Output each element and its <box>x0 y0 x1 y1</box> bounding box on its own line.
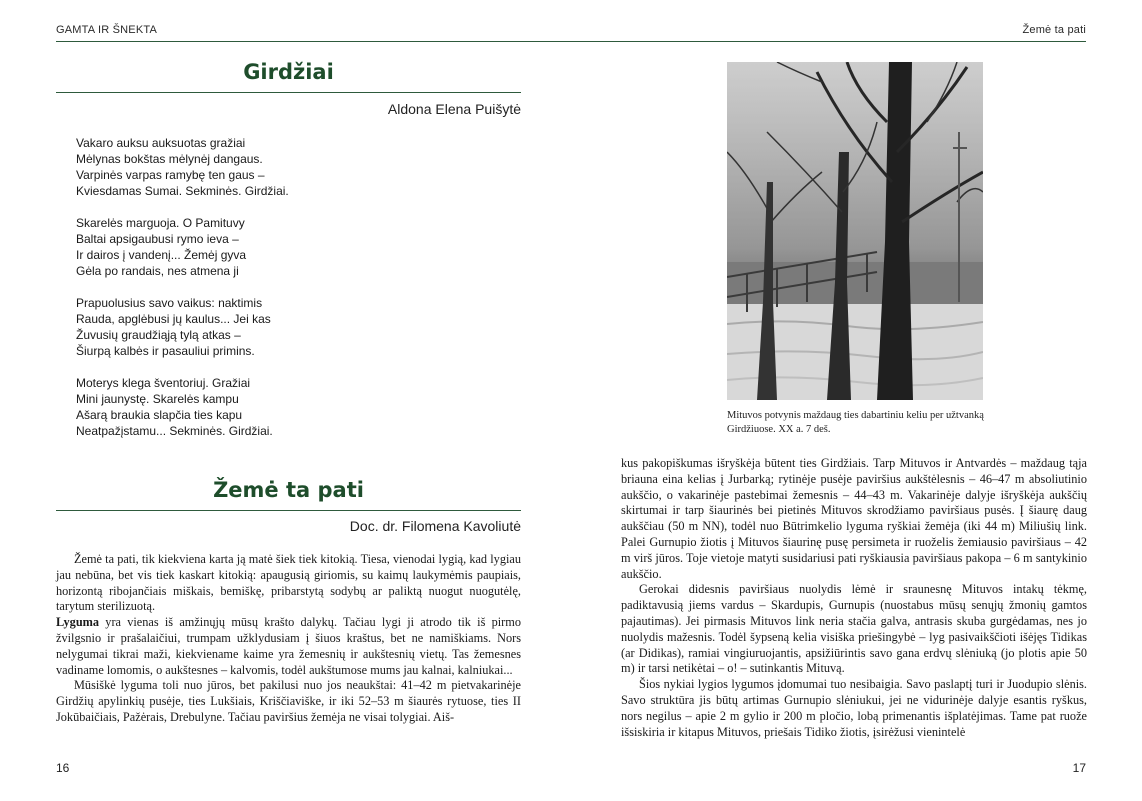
poem-line: Gėla po randais, nes atmena ji <box>76 264 239 278</box>
poem-line: Mini jaunystę. Skarelės kampu <box>76 392 239 406</box>
article-right-column <box>621 456 1087 740</box>
article-paragraph: Šios nykiai lygios lygumos įdomumai tuo nesibaigia. Savo paslaptį turi ir Juodupio slėnis. Savo struktūra jis būtų artimas Gurnupio slėniukui, jei ne vidurinėje dalyje esantis ryškus, nors negilus – apie 2 m gylio ir 200 m pločio, lobą primenantis išplatėjimas. Tame pat ruože išsiskiria ir kitapus Mituvos, priešais Tidiko žiotis, įsirėžusi vienintelė <box>621 677 1087 739</box>
running-head-left: GAMTA IR ŠNEKTA <box>56 24 157 36</box>
poem-line: Rauda, apglėbusi jų kaulus... Jei kas <box>76 312 271 326</box>
poem-line: Skarelės marguoja. O Pamituvy <box>76 216 245 230</box>
poem-line: Ašarą braukia slapčia ties kapu <box>76 408 243 422</box>
poem-body <box>76 135 496 455</box>
page-number-left: 16 <box>56 761 70 775</box>
page-number-right: 17 <box>1072 761 1086 775</box>
photo-caption: Mituvos potvynis maždaug ties dabartiniu keliu per užtvanką Girdžiuose. XX a. 7 deš. <box>727 410 984 435</box>
poem-author: Aldona Elena Puišytė <box>387 101 521 117</box>
article-title: Žemė ta pati <box>213 478 364 502</box>
article-paragraph: kus pakopiškumas išryškėja būtent ties Girdžiais. Tarp Mituvos ir Antvardės – maždaug tąja briauna eina kelias į Jurbarką; rytinėje pusėje paviršius aukštėlesnis – 46–47 m absoliutinio aukščio, o vakarinėje pastebimai žemesnis – 44–43 m. Vakarinėje dalyje išryškėja aukščių skirtumai ir tarp šiaurinės bei pietinės Mituvos skrodžiamo paviršiaus pusės. Į šiaurę daug aukščiau (50 m NN), todėl nuo Būtrimkelio lyguma ryškiai žemėja (iki 44 m) Miliušių link. Palei Gurnupio žiotis į Mituvos šiaurinę pusę persimeta ir ruoželis žemiausio paviršiaus – 42 m virš jūros. Toje vietoje matyti susidariusi pati ryškiausia paviršiaus pakopa – 6 m santykinio aukščio. <box>621 456 1087 581</box>
flood-photo <box>727 62 983 400</box>
article-author: Doc. dr. Filomena Kavoliutė <box>349 518 521 534</box>
article-paragraph <box>56 552 521 615</box>
article-paragraph <box>56 678 521 725</box>
poem-line: Varpinės varpas ramybę ten gaus – <box>76 168 265 182</box>
article-left-column <box>56 552 521 726</box>
poem-line: Ir dairos į vandenį... Žemėj gyva <box>76 248 247 262</box>
article-paragraph <box>56 615 521 678</box>
paragraph-lead: Lyguma <box>56 615 100 630</box>
poem-stanza <box>76 375 496 439</box>
poem-title: Girdžiai <box>243 60 334 84</box>
poem-line: Prapuolusius savo vaikus: naktimis <box>76 296 263 310</box>
article-paragraph: Gerokai didesnis paviršiaus nuolydis lėmė ir sraunesnę Mituvos intakų tėkmę, padiktavusią jiems vardus – Skardupis, Gurnupis (nuostabus mūsų senųjų žmonių gamtos pajautimas). Jei pirmasis Mituvos link neria stačia galva, antrasis skuba gurgėdamas, nes jo nuolydis mažesnis. Todėl šypseną kelia visiška priešingybė – lyg pasivaikščioti išėjęs Tidikas (ar Didikas), ramiai vingiuruojantis, apsižiūrintis savo gana erdvų slėniuką (jo plotis apie 50 m) ir tarsi netikėtai – o! – sutinkantis Mituvą. <box>621 582 1087 676</box>
flood-photo-drawing <box>727 62 983 400</box>
poem-title-rule <box>56 92 521 93</box>
article-title-rule <box>56 510 521 511</box>
poem-stanza <box>76 215 496 279</box>
poem-line: Mėlynas bokštas mėlynėj dangaus. <box>76 152 263 166</box>
paragraph-text: Žemė ta pati, tik kiekviena karta ją matė šiek tiek kitokią. Tiesa, vienodai lygią, kad lygiau jau nebūna, bet vis tiek kaskart kitokią: apaugusią giriomis, su kaimų laukymėmis paupiais, horizontą ribojančiais miškais, bemiškę, pribarstytą sodybų ar paliktą nuogut nuogutėlę, tarytum sterilizuotą. <box>56 552 521 614</box>
poem-line: Moterys klega šventoriuj. Gražiai <box>76 376 251 390</box>
poem-line: Neatpažįstamu... Sekminės. Girdžiai. <box>76 424 273 438</box>
poem-stanza <box>76 295 496 359</box>
paragraph-text: Mūsiškė lyguma toli nuo jūros, bet pakilusi nuo jos neaukštai: 41–42 m pietvakarinėje Girdžių apylinkių pusėje, ties Lukšiais, Kriščiaviške, ir iki 52–53 m šiaurės rytuose, ties II Jokūbaičiais, Pažėrais, Drebulyne. Tačiau paviršius žemėja ne visai tolygiai. Aiš- <box>56 678 521 724</box>
poem-line: Šiurpą kalbės ir pasauliui primins. <box>76 344 255 358</box>
poem-stanza <box>76 135 496 199</box>
poem-line: Žuvusių graudžiąją tylą atkas – <box>76 328 241 342</box>
poem-line: Baltai apsigaubusi rymo ieva – <box>76 232 239 246</box>
poem-line: Vakaro auksu auksuotas gražiai <box>76 136 246 150</box>
paragraph-text: yra vienas iš amžinųjų mūsų krašto dalykų. Tačiau lygi ji atrodo tik iš pirmo žvilgsnio ir prašalaičiui, trumpam užklydusiam į šiuos kraštus, bet ne namiškiams. Nors nelygumai tikrai maži, kiekviename kaime yra žemesnių ir aukštesnių vietų. Tas žemesnes vadiname lomomis, o aukštesnes – kalvomis, todėl aukštumose mums jau kalnai, kalniukai... <box>56 615 521 677</box>
poem-line: Kviesdamas Sumai. Sekminės. Girdžiai. <box>76 184 289 198</box>
header-rule <box>56 41 1086 42</box>
running-head-right: Žemė ta pati <box>1022 24 1086 36</box>
